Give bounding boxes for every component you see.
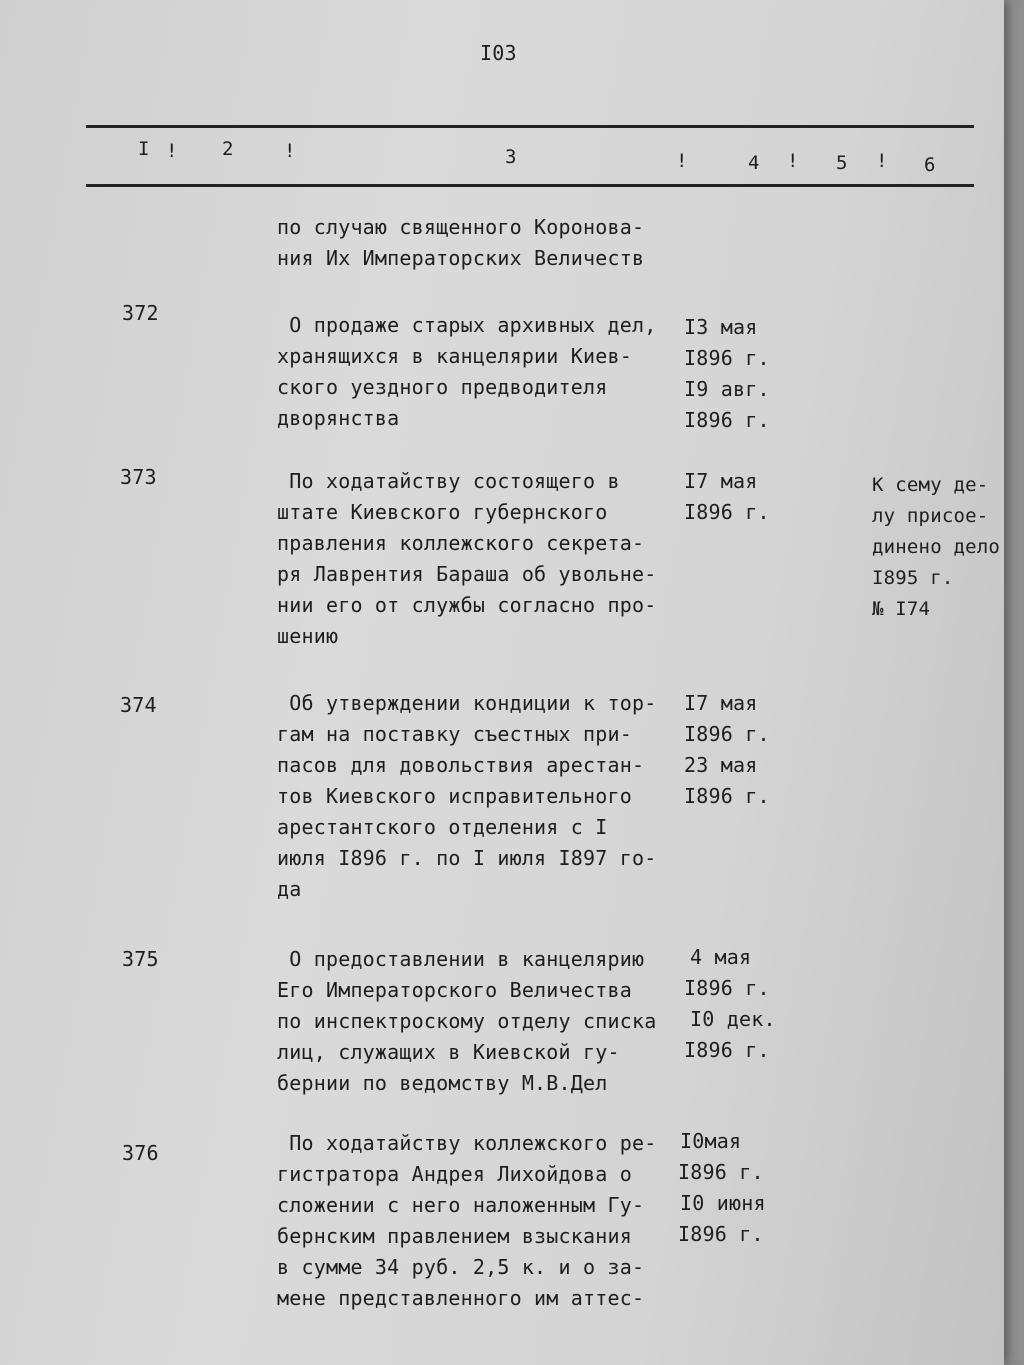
header-separator: ! bbox=[676, 150, 688, 172]
entry-title-line: сложении с него наложенным Гу- bbox=[277, 1193, 645, 1217]
table-header-bottom-rule bbox=[86, 184, 974, 187]
entry-date-line: I896 г. bbox=[678, 1160, 764, 1184]
entry-title-line: в сумме 34 руб. 2,5 к. и о за- bbox=[277, 1255, 645, 1279]
header-col-5: 5 bbox=[836, 152, 848, 174]
entry-title-line: хранящихся в канцелярии Киев- bbox=[277, 344, 632, 368]
entry-title-line: правления коллежского секрета- bbox=[277, 531, 645, 555]
entry-title-line: по инспектроскому отделу списка bbox=[277, 1009, 657, 1033]
entry-note-line: I895 г. bbox=[872, 567, 954, 589]
entry-note-line: динено дело bbox=[872, 536, 1001, 558]
entry-title-line: гистратора Андрея Лихойдова о bbox=[277, 1162, 632, 1186]
entry-date-line: I3 мая bbox=[684, 315, 758, 339]
entry-date-line: I7 мая bbox=[684, 691, 758, 715]
header-separator: ! bbox=[284, 140, 296, 162]
entry-number: 374 bbox=[120, 693, 157, 717]
entry-title-line: июля I896 г. по I июля I897 го- bbox=[277, 846, 657, 870]
entry-date-line: I896 г. bbox=[684, 976, 770, 1000]
entry-number: 376 bbox=[122, 1141, 159, 1165]
entry-note-line: № I74 bbox=[872, 598, 931, 620]
entry-title-line: арестантского отделения с I bbox=[277, 815, 608, 839]
continuation-line: ния Их Императорских Величеств bbox=[277, 246, 645, 270]
entry-date-line: I896 г. bbox=[684, 1038, 770, 1062]
entry-title-line: дворянства bbox=[277, 406, 400, 430]
entry-note-line: лу присое- bbox=[872, 505, 989, 527]
entry-date-line: I0мая bbox=[680, 1129, 742, 1153]
entry-number: 375 bbox=[122, 947, 159, 971]
entry-title-line: О продаже старых архивных дел, bbox=[277, 313, 657, 337]
entry-title-line: штате Киевского губернского bbox=[277, 500, 608, 524]
entry-title-line: гам на поставку съестных при- bbox=[277, 722, 632, 746]
entry-date-line: I0 июня bbox=[680, 1191, 766, 1215]
header-col-4: 4 bbox=[748, 152, 760, 174]
header-separator: ! bbox=[166, 140, 178, 162]
entry-date-line: 4 мая bbox=[690, 945, 752, 969]
table-top-rule bbox=[86, 125, 974, 128]
entry-title-line: бернским правлением взыскания bbox=[277, 1224, 632, 1248]
entry-title-line: ского уездного предводителя bbox=[277, 375, 608, 399]
entry-date-line: I9 авг. bbox=[684, 377, 770, 401]
entry-title-line: бернии по ведомству М.В.Дел bbox=[277, 1071, 608, 1095]
entry-title-line: лиц, служащих в Киевской гу- bbox=[277, 1040, 620, 1064]
header-separator: ! bbox=[876, 150, 888, 172]
entry-number: 372 bbox=[122, 301, 159, 325]
entry-date-line: I896 г. bbox=[684, 722, 770, 746]
entry-title-line: шению bbox=[277, 624, 339, 648]
header-col-2: 2 bbox=[222, 138, 234, 160]
continuation-line: по случаю священного Коронова- bbox=[277, 215, 645, 239]
entry-date-line: I896 г. bbox=[684, 346, 770, 370]
header-col-3: 3 bbox=[505, 146, 517, 168]
entry-title-line: По ходатайству коллежского ре- bbox=[277, 1131, 657, 1155]
entry-note-line: К сему де- bbox=[872, 474, 989, 496]
entry-title-line: О предоставлении в канцелярию bbox=[277, 947, 645, 971]
page-number: I03 bbox=[480, 41, 517, 65]
entry-title-line: тов Киевского исправительного bbox=[277, 784, 632, 808]
header-col-6: 6 bbox=[924, 154, 936, 176]
entry-title-line: нии его от службы согласно про- bbox=[277, 593, 657, 617]
header-col-1: I bbox=[138, 138, 150, 160]
entry-title-line: пасов для довольствия арестан- bbox=[277, 753, 645, 777]
entry-title-line: Об утверждении кондиции к тор- bbox=[277, 691, 657, 715]
entry-number: 373 bbox=[120, 465, 157, 489]
entry-title-line: мене представленного им аттес- bbox=[277, 1286, 645, 1310]
entry-date-line: I896 г. bbox=[678, 1222, 764, 1246]
entry-date-line: I0 дек. bbox=[690, 1007, 776, 1031]
entry-date-line: I7 мая bbox=[684, 469, 758, 493]
entry-date-line: I896 г. bbox=[684, 500, 770, 524]
entry-title-line: да bbox=[277, 877, 302, 901]
header-separator: ! bbox=[787, 150, 799, 172]
entry-date-line: I896 г. bbox=[684, 784, 770, 808]
entry-title-line: ря Лаврентия Бараша об увольне- bbox=[277, 562, 657, 586]
entry-date-line: 23 мая bbox=[684, 753, 758, 777]
entry-title-line: По ходатайству состоящего в bbox=[277, 469, 620, 493]
entry-title-line: Его Императорского Величества bbox=[277, 978, 632, 1002]
entry-date-line: I896 г. bbox=[684, 408, 770, 432]
